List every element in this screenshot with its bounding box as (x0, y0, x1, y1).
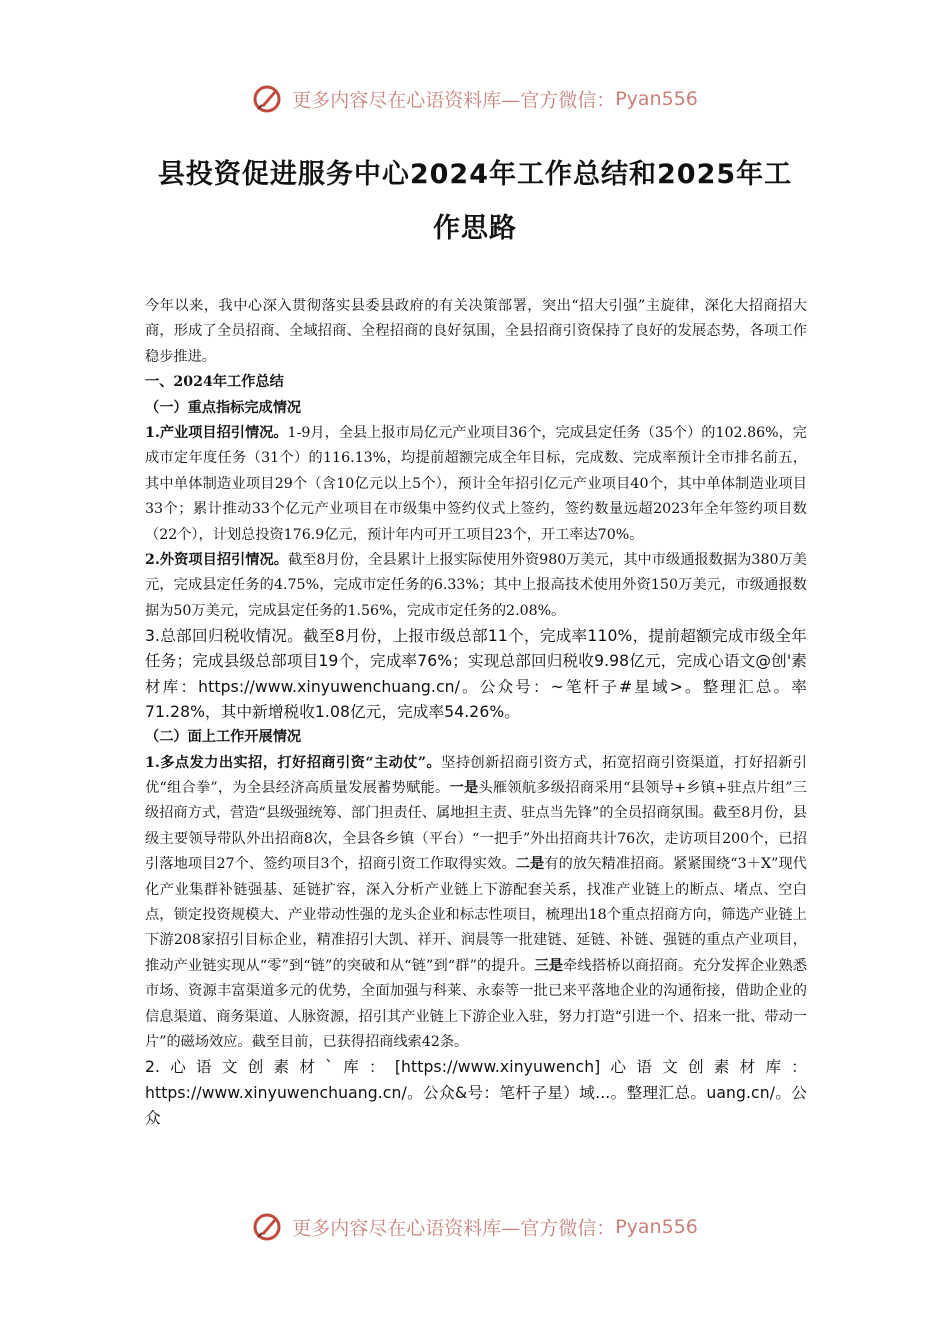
paragraph-investment-promotion (145, 751, 807, 1056)
page-title: 县投资促进服务中心2024年工作总结和2025年工作思路 (157, 159, 793, 244)
banner-wechat: Pyan556 (615, 1216, 698, 1238)
paragraph-text: 坚持创新招商引资方式，拓宽招商引资渠道，打好招新引优“组合拳”，为全县经济高质量发展蓄势赋能。 (145, 754, 807, 796)
paragraph-watermark-text: 2.心语文创素材`库：[https://www.xinyuwench]心语文创素材库：https://www.xinyuwenchuang.cn/。公众&号：笔杆子星）域...。整理汇总。uang.cn/。公众 (145, 1058, 807, 1127)
banner-wechat: Pyan556 (615, 88, 698, 110)
paragraph-lead: 2.外资项目招引情况。 (145, 552, 289, 569)
section-heading-1: 一、2024年工作总结 (145, 374, 284, 391)
paragraph-foreign-investment (145, 548, 807, 624)
subsection-heading-1: （一）重点指标完成情况 (145, 399, 302, 416)
intro-paragraph: 今年以来，我中心深入贯彻落实县委县政府的有关决策部署，突出“招大引强”主旋律，深化大招商招大商，形成了全员招商、全域招商、全程招商的良好氛围，全县招商引资保持了良好的发展态势，各项工作稳步推进。 (145, 298, 807, 365)
paragraph-text: 截至8月份，全县累计上报实际使用外资980万美元，其中市级通报数据为380万美元，完成县定任务的4.75%，完成市定任务的6.33%；其中上报高技术使用外资150万美元，市级通报数据为50万美元，完成县定任务的1.56%，完成市定任务的2.08%。 (145, 552, 807, 619)
quill-logo-icon (252, 1212, 282, 1242)
quill-logo-icon (252, 84, 282, 114)
paragraph-text: 1-9月，全县上报市局亿元产业项目36个，完成县定任务（35个）的102.86%，完成市定年度任务（31个）的116.13%，均提前超额完成全年目标，完成数、完成率预计全市排名前五，其中单体制造业项目29个（含10亿元以上5个），预计全年招引亿元产业项目40个，其中单体制造业项目33个；累计推动33个亿元产业项目在市级集中签约仪式上签约，签约数量远超2023年全年签约项目数（22个），计划总投资176.9亿元，预计年内可开工项目23个，开工率达70%。 (145, 425, 807, 543)
banner-text: 更多内容尽在心语资料库—官方微信： (292, 1217, 616, 1240)
keyword: 二是 (515, 856, 545, 873)
paragraph-lead: 1.多点发力出实招，打好招商引资“主动仗”。 (145, 754, 442, 771)
paragraph-text: 牵线搭桥以商招商。充分发挥企业熟悉市场、资源丰富渠道多元的优势，全面加强与科莱、永泰等一批已来平落地企业的沟通衔接，借助企业的信息渠道、商务渠道、人脉资源，招引其产业链上下游企业入驻，努力打造“引进一个、招来一批、带动一片”的磁场效应。截至目前，已获得招商线索42条。 (145, 957, 807, 1050)
document-body (145, 294, 807, 1131)
keyword: 三是 (534, 957, 564, 974)
footer-banner (0, 1212, 950, 1242)
paragraph-headquarters-tax: 3.总部回归税收情况。截至8月份，上报市级总部11个，完成率110%，提前超额完成市级全年任务；完成县级总部项目19个，完成率76%；实现总部回归税收9.98亿元，完成心语文@创'素材库：https://www.xinyuwenchuang.cn/。公众号：~笔杆子#星域>。整理汇总。率71.28%，其中新增税收1.08亿元，完成率54.26%。 (145, 627, 807, 721)
header-banner (0, 84, 950, 114)
subsection-heading-2: （二）面上工作开展情况 (145, 729, 302, 746)
paragraph-industry-projects (145, 421, 807, 548)
paragraph-text: 头雁领航多级招商采用“县领导+乡镇+驻点片组”三级招商方式，营造“县级强统筹、部门担责任、属地担主责、驻点当先锋”的全员招商氛围。截至8月份，县级主要领导带队外出招商8次，全县各乡镇（平台）“一把手”外出招商共计76次，走访项目200个，已招引落地项目27个、签约项目3个，招商引资工作取得实效。 (145, 779, 807, 873)
paragraph-lead: 1.产业项目招引情况。 (145, 425, 288, 442)
paragraph-text: 有的放矢精准招商。紧紧围绕“3＋X”现代化产业集群补链强基、延链扩容，深入分析产业链上下游配套关系，找准产业链上的断点、堵点、空白点，锁定投资规模大、产业带动性强的龙头企业和标志性项目，梳理出18个重点招商方向，筛选产业链上下游208家招引目标企业，精准招引大凯、祥开、润晨等一批建链、延链、补链、强链的重点产业项目，推动产业链实现从“零”到“链”的突破和从“链”到“群”的提升。 (145, 856, 807, 974)
keyword: 一是 (449, 779, 479, 796)
banner-text: 更多内容尽在心语资料库—官方微信： (292, 89, 616, 112)
